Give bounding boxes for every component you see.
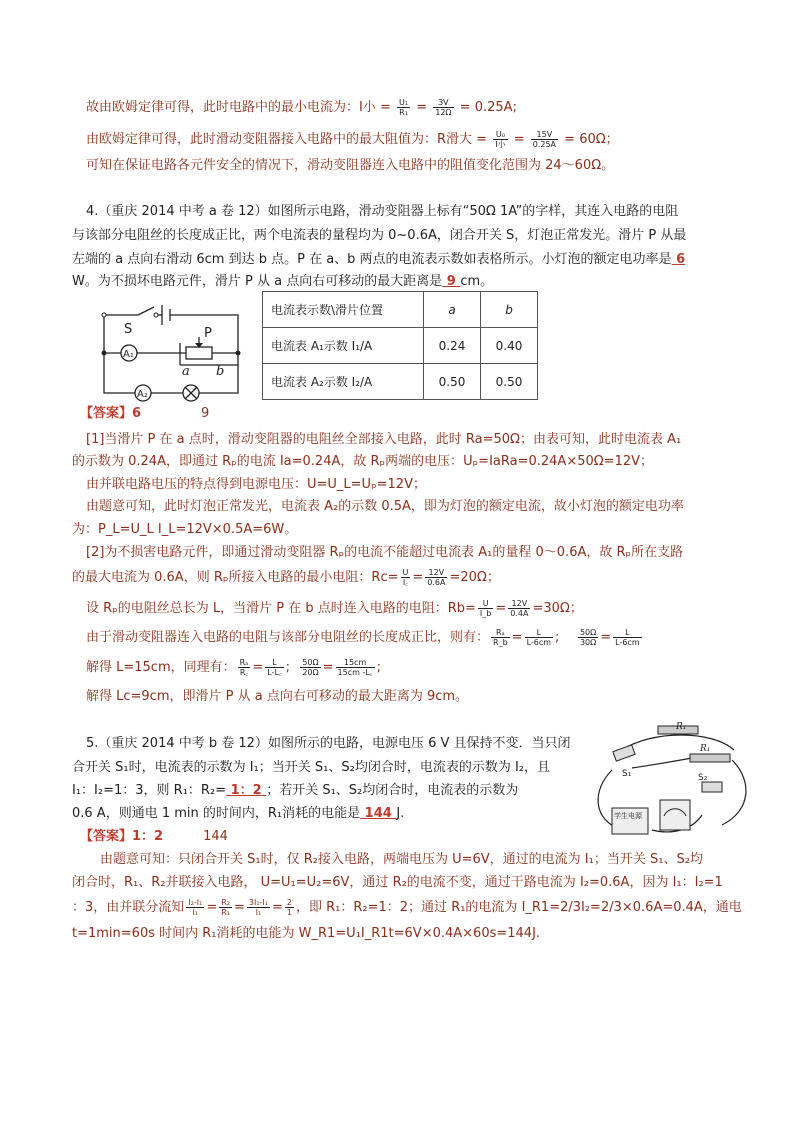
- table-cell: 0.50: [424, 364, 481, 400]
- label-power-source: 学生电源: [614, 812, 642, 820]
- q4-explain-6: [2]为不损害电路元件，即通过滑动变阻器 Rₚ的电流不能超过电流表 A₁的量程 0～0.6A，故 Rₚ所在支路: [86, 545, 684, 560]
- q5-blank-2: 144: [360, 806, 397, 821]
- label-ammeter-a1: A₁: [123, 349, 134, 360]
- q5-answer: 【答案】1：2 144: [80, 829, 228, 844]
- label-ammeter-a2: A₂: [137, 389, 148, 400]
- top-line-2: 由欧姆定律可得，此时滑动变阻器接入电路中的最大阻值为：R滑大 = $\frac{\text{U₀}}{\text{I小}}$ = $\frac{15V}{0.25A}$ = 60Ω；: [86, 130, 619, 149]
- q4-stem-1: 4.（重庆 2014 中考 a 卷 12）如图所示电路，滑动变阻器上标有“50Ω 1A”的字样，其连入电路的电阻: [86, 204, 679, 219]
- label-switch-s: S: [124, 322, 133, 337]
- label-point-a: a: [182, 364, 190, 379]
- q4-explain-1: [1]当滑片 P 在 a 点时，滑动变阻器的电阻丝全部接入电路，此时 Ra=50Ω；由表可知，此时电流表 A₁: [86, 432, 682, 447]
- q4-explain-2: 的示数为 0.24A，即通过 Rₚ的电流 Ia=0.24A，故 Rₚ两端的电压：Uₚ=IaRa=0.24A×50Ω=12V；: [72, 454, 654, 469]
- q4-blank-1: 6: [671, 252, 686, 267]
- q4-stem-4: W。为不损坏电路元件，滑片 P 从 a 点向右可移动的最大距离是 9 cm。: [72, 274, 494, 289]
- q4-answer: 【答案】6 9: [80, 406, 210, 421]
- label-slider-p: P: [204, 326, 212, 341]
- label-r2: R₁: [700, 744, 711, 754]
- table-cell: 0.50: [481, 364, 538, 400]
- label-s1: S₁: [622, 769, 632, 779]
- q4-explain-3: 由并联电路电压的特点得到电源电压：U=U_L=Uₚ=12V；: [86, 477, 426, 492]
- q4-stem-2: 与该部分电阻丝的长度成正比，两个电流表的量程均为 0~0.6A，闭合开关 S，灯泡正常发光。滑片 P 从最: [72, 228, 687, 243]
- q5-stem-4: 0.6 A，则通电 1 min 的时间内，R₁消耗的电能是 144 J.: [72, 806, 405, 821]
- table-cell: 0.40: [481, 328, 538, 364]
- q4-explain-5: 为：P_L=U_L I_L=12V×0.5A=6W。: [72, 522, 298, 537]
- top-line-3: 可知在保证电路各元件安全的情况下，滑动变阻器连入电路中的阻值变化范围为 24～60Ω。: [86, 158, 615, 173]
- table-header-cell: a: [424, 292, 481, 328]
- q4-stem-3: 左端的 a 点向右滑动 6cm 到达 b 点。P 在 a、b 两点的电流表示数如表格所示。小灯泡的额定电功率是 6: [72, 252, 686, 267]
- table-row: [263, 328, 538, 364]
- label-r1: R₁: [676, 722, 687, 732]
- q4-explain-11: 解得 Lc=9cm，即滑片 P 从 a 点向右可移动的最大距离为 9cm。: [86, 689, 469, 704]
- q5-blank-1: 1：2: [226, 783, 267, 798]
- q5-stem-3: I₁：I₂=1：3，则 R₁：R₂= 1：2 ；若开关 S₁、S₂均闭合时，电流表的示数为: [72, 783, 519, 798]
- q4-blank-2: 9: [442, 274, 461, 289]
- q5-stem-1: 5.（重庆 2014 中考 b 卷 12）如图所示的电路，电源电压 6 V 且保持不变．当只闭: [86, 736, 571, 751]
- q4-explain-10: 解得 L=15cm，同理有： $\frac{\text{Rₐ}}{R꜀}$ = $\frac{L}{L-L꜀}$ ; $\frac{50\Omega}{20\Omega}$ = $\frac{15cm}{15cm -L꜀}$ ;: [86, 658, 381, 677]
- q4-circuit-diagram: [98, 293, 248, 405]
- table-row: [263, 292, 538, 328]
- q5-explain-1: 由题意可知：只闭合开关 S₁时，仅 R₂接入电路，两端电压为 U=6V，通过的电流为 I₁；当开关 S₁、S₂均: [100, 852, 703, 867]
- table-cell: 电流表 A₂示数 I₂/A: [263, 364, 424, 400]
- q5-circuit-picture: [592, 720, 748, 840]
- q4-current-table: [262, 291, 538, 400]
- q4-explain-8: 设 Rₚ的电阻丝总长为 L，当滑片 P 在 b 点时连入电路的电阻：Rb= $\frac{U}{I\_b}$ = $\frac{12V}{0.4A}$ =30Ω；: [86, 599, 583, 618]
- q4-explain-9: 由于滑动变阻器连入电路的电阻与该部分电阻丝的长度成正比，则有： $\frac{\text{Rₐ}}{R\_b}$ = $\frac{L}{L-6cm}$ ; $\frac{50\Omega}{30\Omega}$ = $\frac{L}{L-6cm}$: [86, 628, 640, 647]
- q5-explain-3: ：3，由并联分流知 $\frac{\text{I₂-I₁}}{\text{I₁}}$ = $\frac{\text{R₂}}{\text{R₁}}$ = $\frac{\text{3I₁-I₁}}{\text{I₁}}$ = $\frac{2}{1}$ ，即 R₁：R₂=1：2；通过 R₁的电流为 I_R1=2/3I₂=2/3×0.6A=0.4A，通电: [72, 898, 742, 917]
- q4-explain-7: 的最大电流为 0.6A，则 Rₚ所接入电路的最小电阻：Rc= $\frac{U}{I꜀}$ = $\frac{12V}{0.6A}$ =20Ω；: [72, 568, 500, 587]
- table-row: [263, 364, 538, 400]
- table-cell: 0.24: [424, 328, 481, 364]
- top-line-1: 故由欧姆定律可得，此时电路中的最小电流为：I小 = $\frac{\text{U₁}}{\text{R₁}}$ = $\frac{3V}{12\Omega}$ = 0.25A;: [86, 98, 517, 117]
- table-header-cell: b: [481, 292, 538, 328]
- q5-explain-4: t=1min=60s 时间内 R₁消耗的电能为 W_R1=U₁I_R1t=6V×0.4A×60s=144J.: [72, 926, 541, 941]
- q5-explain-2: 闭合时，R₁、R₂并联接入电路， U=U₁=U₂=6V，通过 R₂的电流不变，通过干路电流为 I₂=0.6A，因为 I₁：I₂=1: [72, 875, 723, 890]
- label-point-b: b: [216, 364, 225, 379]
- table-cell: 电流表 A₁示数 I₁/A: [263, 328, 424, 364]
- q4-explain-4: 由题意可知，此时灯泡正常发光，电流表 A₂的示数 0.5A，即为灯泡的额定电流，故小灯泡的额定电功率: [86, 499, 684, 514]
- q5-stem-2: 合开关 S₁时，电流表的示数为 I₁；当开关 S₁、S₂均闭合时，电流表的示数为 I₂，且: [72, 760, 551, 775]
- table-header-cell: 电流表示数\滑片位置: [263, 292, 424, 328]
- label-s2: S₂: [698, 773, 708, 783]
